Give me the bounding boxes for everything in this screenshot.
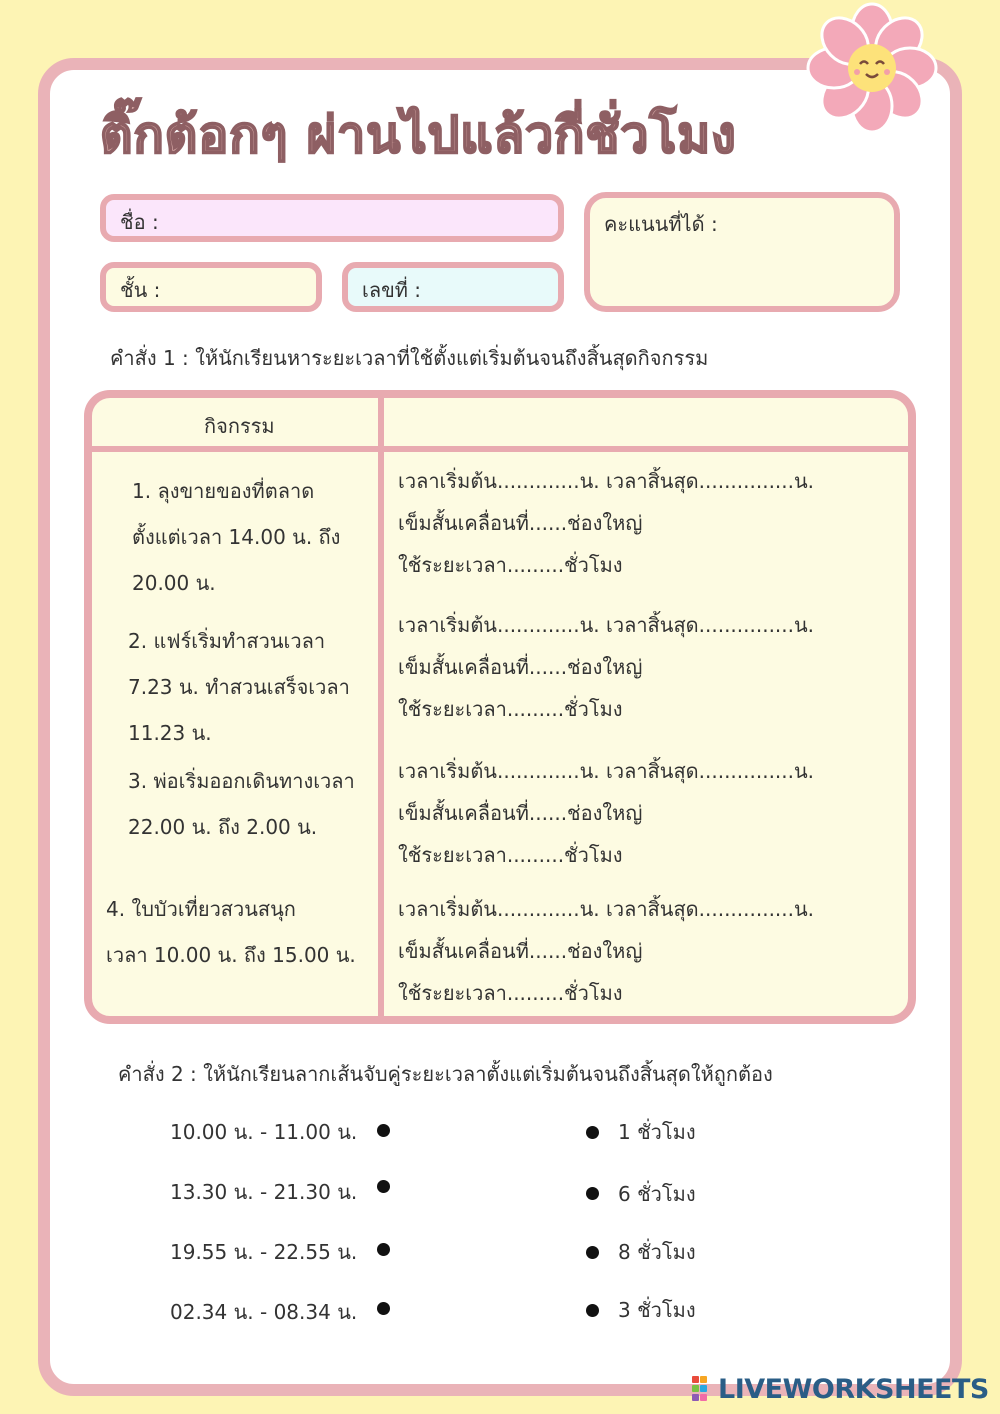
answer-block-1[interactable]: เวลาเริ่มต้น.............น. เวลาสิ้นสุด...............น. เข็มสั้นเคลื่อนที่......ช่องใหญ่ ใช้ระยะเวลา.........ชั่วโมง xyxy=(398,469,815,577)
student-number-label: เลขที่ : xyxy=(362,278,422,302)
answer-block-3[interactable]: เวลาเริ่มต้น.............น. เวลาสิ้นสุด...............น. เข็มสั้นเคลื่อนที่......ช่องใหญ่ ใช้ระยะเวลา.........ชั่วโมง xyxy=(398,759,815,867)
score-box xyxy=(584,192,900,312)
match-left-2: 13.30 น. - 21.30 น. xyxy=(170,1180,358,1204)
name-field[interactable] xyxy=(100,194,564,242)
table-column-divider xyxy=(378,398,384,1016)
liveworksheets-logo xyxy=(692,1372,989,1406)
answer-block-2[interactable]: เวลาเริ่มต้น.............น. เวลาสิ้นสุด...............น. เข็มสั้นเคลื่อนที่......ช่องใหญ่ ใช้ระยะเวลา.........ชั่วโมง xyxy=(398,613,815,721)
match-left-1: 10.00 น. - 11.00 น. xyxy=(170,1120,358,1144)
match-right-dot-3[interactable] xyxy=(586,1246,599,1259)
match-right-4: 3 ชั่วโมง xyxy=(618,1298,696,1322)
match-left-dot-2[interactable] xyxy=(377,1180,390,1193)
score-label: คะแนนที่ได้ : xyxy=(604,212,718,236)
match-left-dot-4[interactable] xyxy=(377,1302,390,1315)
name-label: ชื่อ : xyxy=(120,210,159,234)
answer-block-4[interactable]: เวลาเริ่มต้น.............น. เวลาสิ้นสุด...............น. เข็มสั้นเคลื่อนที่......ช่องใหญ่ ใช้ระยะเวลา.........ชั่วโมง xyxy=(398,897,815,1005)
liveworksheets-icon xyxy=(692,1376,714,1402)
class-label: ชั้น : xyxy=(120,278,161,302)
table-header-activity: กิจกรรม xyxy=(204,414,275,438)
match-right-dot-2[interactable] xyxy=(586,1187,599,1200)
page-title: ติ๊กต้อกๆ ผ่านไปแล้วกี่ชั่วโมง xyxy=(100,105,737,164)
match-right-2: 6 ชั่วโมง xyxy=(618,1182,696,1206)
match-right-dot-1[interactable] xyxy=(586,1126,599,1139)
match-right-3: 8 ชั่วโมง xyxy=(618,1240,696,1264)
match-left-4: 02.34 น. - 08.34 น. xyxy=(170,1300,358,1324)
activity-table xyxy=(84,390,916,1024)
match-left-dot-1[interactable] xyxy=(377,1124,390,1137)
activity-item-1: 1. ลุงขายของที่ตลาด ตั้งแต่เวลา 14.00 น. ถึง 20.00 น. xyxy=(132,479,341,595)
match-right-dot-4[interactable] xyxy=(586,1304,599,1317)
instruction-2: คำสั่ง 2 : ให้นักเรียนลากเส้นจับคู่ระยะเวลาตั้งแต่เริ่มต้นจนถึงสิ้นสุดให้ถูกต้อง xyxy=(118,1062,773,1086)
activity-item-2: 2. แฟร์เริ่มทำสวนเวลา 7.23 น. ทำสวนเสร็จเวลา 11.23 น. xyxy=(128,629,350,745)
student-number-field[interactable] xyxy=(342,262,564,312)
match-left-3: 19.55 น. - 22.55 น. xyxy=(170,1240,358,1264)
table-header-divider xyxy=(92,446,908,452)
class-field[interactable] xyxy=(100,262,322,312)
activity-item-3: 3. พ่อเริ่มออกเดินทางเวลา 22.00 น. ถึง 2.00 น. xyxy=(128,769,355,839)
liveworksheets-label: LIVEWORKSHEETS xyxy=(718,1373,989,1405)
instruction-1: คำสั่ง 1 : ให้นักเรียนหาระยะเวลาที่ใช้ตั้งแต่เริ่มต้นจนถึงสิ้นสุดกิจกรรม xyxy=(110,346,709,370)
activity-item-4: 4. ใบบัวเที่ยวสวนสนุก เวลา 10.00 น. ถึง 15.00 น. xyxy=(106,897,356,967)
match-right-1: 1 ชั่วโมง xyxy=(618,1120,696,1144)
match-left-dot-3[interactable] xyxy=(377,1243,390,1256)
